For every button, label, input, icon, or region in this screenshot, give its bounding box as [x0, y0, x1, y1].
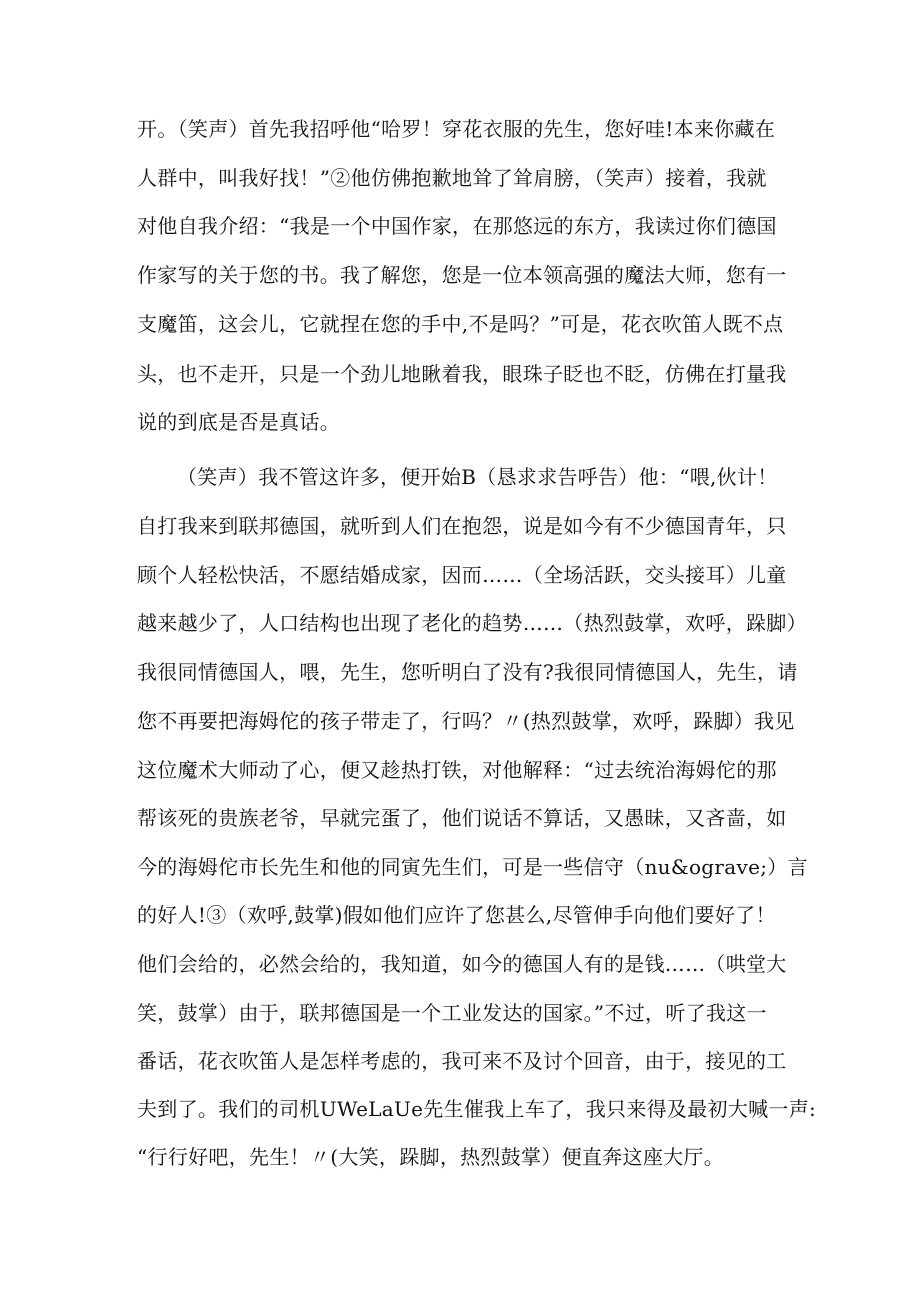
text-line: 帮该死的贵族老爷，早就完蛋了，他们说话不算话，又愚昧，又吝啬，如 — [137, 806, 787, 830]
text-line: 顾个人轻松快活，不愿结婚成家，因而……（全场活跃，交头接耳）儿童 — [137, 563, 787, 587]
text-line: 您不再要把海姆佗的孩子带走了，行吗？〃(热烈鼓掌，欢呼，跺脚）我见 — [137, 709, 795, 733]
text-line: 我很同情德国人，喂，先生，您听明白了没有?我很同情德国人，先生，请 — [137, 660, 798, 684]
text-line: 头，也不走开，只是一个劲儿地瞅着我，眼珠子眨也不眨，仿佛在打量我 — [137, 362, 787, 386]
text-line: （笑声）我不管这许多，便开始B（恳求求告呼告）他：“喂,伙计！ — [177, 465, 778, 489]
text-line: 人群中，叫我好找！”②他仿佛抱歉地耸了耸肩膀，（笑声）接着，我就 — [137, 166, 767, 190]
text-line: 笑，鼓掌）由于，联邦德国是一个工业发达的国家。”不过，听了我这一 — [137, 1001, 767, 1025]
text-line: 越来越少了，人口结构也出现了老化的趋势……（热烈鼓掌，欢呼，跺脚） — [137, 611, 807, 635]
text-line: 的好人!③（欢呼,鼓掌)假如他们应许了您甚么,尽管伸手向他们要好了！ — [137, 903, 776, 927]
text-line: 对他自我介绍：“我是一个中国作家，在那悠远的东方，我读过你们德国 — [137, 214, 777, 238]
text-line: “行行好吧，先生！〃(大笑，跺脚，热烈鼓掌）便直奔这座大厅。 — [137, 1145, 725, 1169]
text-line: 今的海姆佗市长先生和他的同寅先生们，可是一些信守（nu&ograve;）言 — [137, 855, 808, 879]
text-line: 夫到了。我们的司机UWeLaUe先生催我上车了，我只来得及最初大喊一声: — [137, 1097, 817, 1121]
text-line: 支魔笛，这会儿，它就捏在您的手中,不是吗？”可是，花衣吹笛人既不点 — [137, 312, 784, 336]
text-line: 这位魔术大师动了心，便又趁热打铁，对他解释：“过去统治海姆佗的那 — [137, 758, 777, 782]
text-line: 作家写的关于您的书。我了解您，您是一位本领高强的魔法大师，您有一 — [137, 263, 787, 287]
text-line: 说的到底是否是真话。 — [137, 410, 340, 434]
text-line: 开。（笑声）首先我招呼他“哈罗！穿花衣服的先生，您好哇!本来你藏在 — [137, 117, 776, 141]
text-line: 自打我来到联邦德国，就听到人们在抱怨，说是如今有不少德国青年，只 — [137, 514, 787, 538]
text-line: 番话，花衣吹笛人是怎样考虑的，我可来不及讨个回音，由于，接见的工 — [137, 1049, 787, 1073]
text-line: 他们会给的，必然会给的，我知道，如今的德国人有的是钱……（哄堂大 — [137, 952, 787, 976]
